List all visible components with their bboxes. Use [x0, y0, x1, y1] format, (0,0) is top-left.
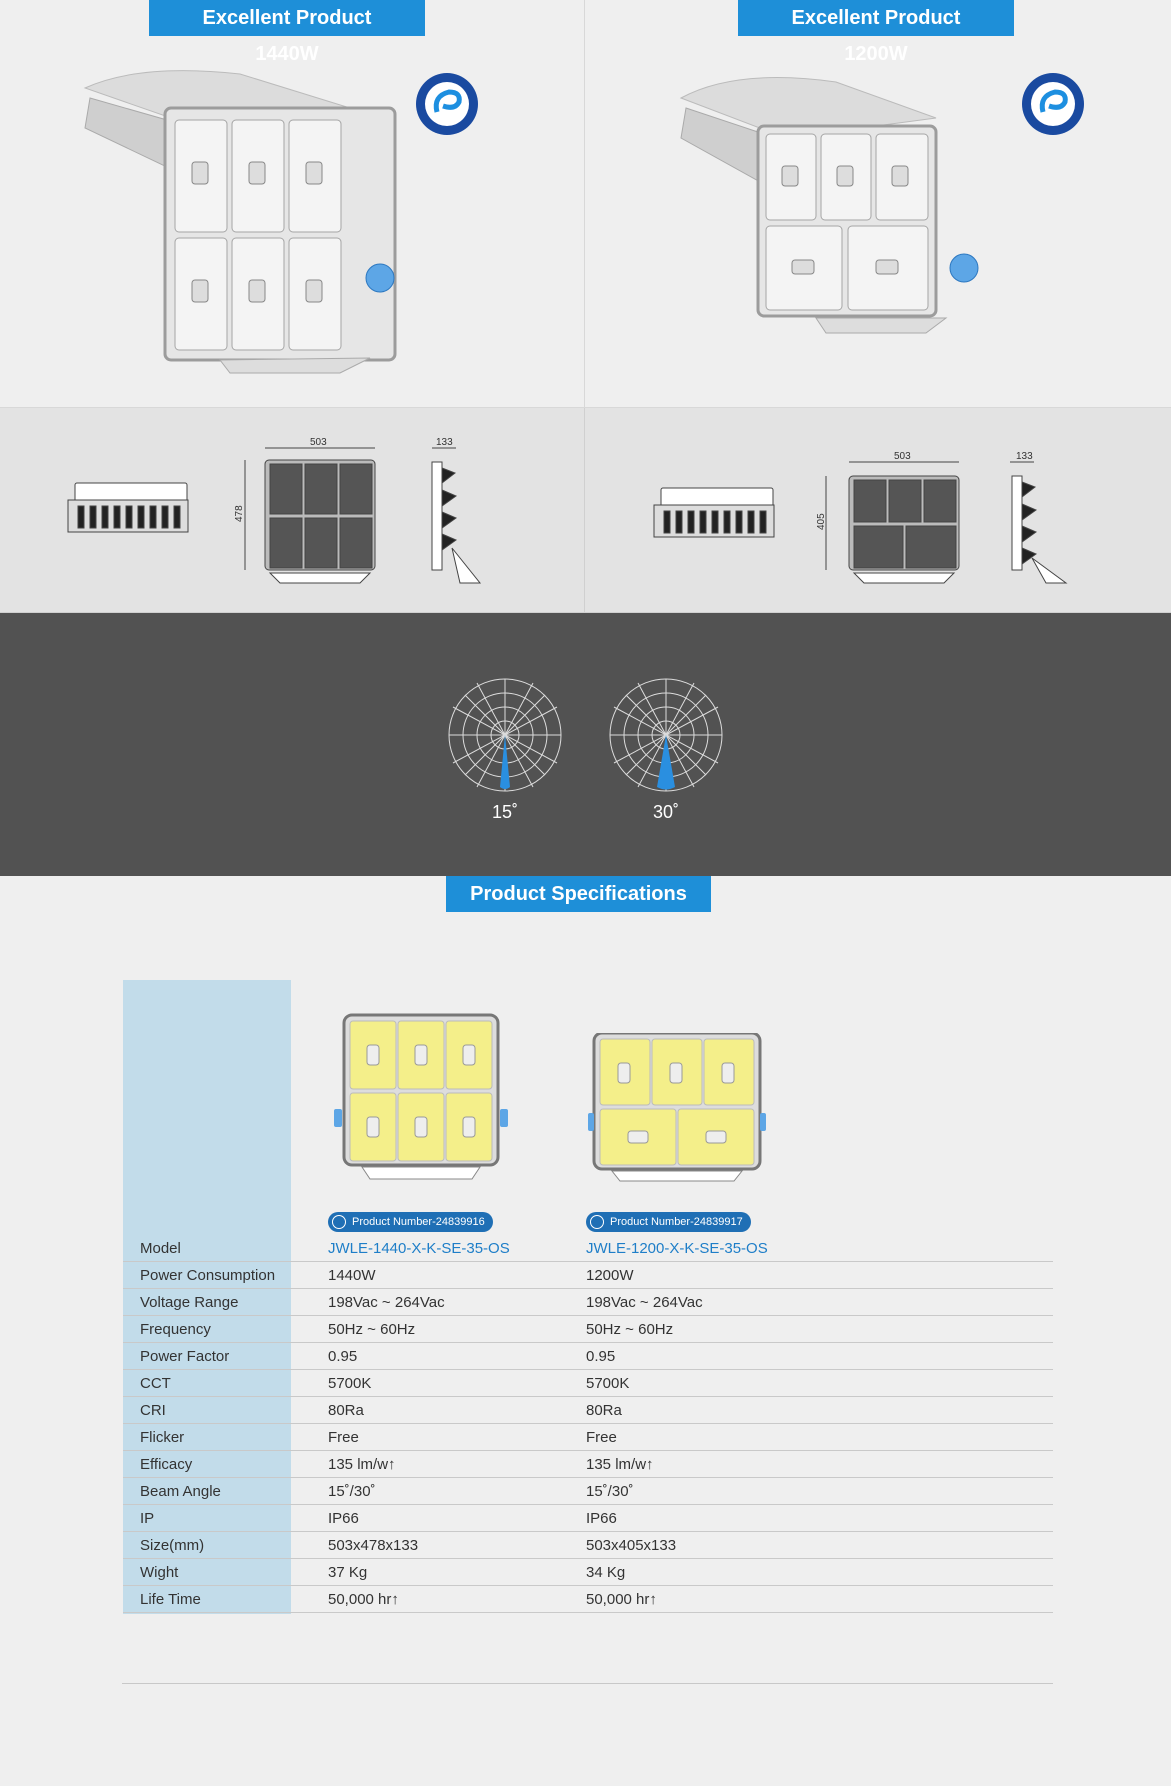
spec-label: Beam Angle: [140, 1483, 221, 1500]
dimension-svg-1200: [586, 408, 1171, 614]
spec-label: CRI: [140, 1402, 166, 1419]
dimension-svg-1440: [0, 408, 585, 614]
spec-value-1200: 503x405x133: [586, 1537, 677, 1554]
product-hero-1200: [586, 0, 1171, 407]
spec-value-1440: 503x478x133: [328, 1537, 419, 1554]
table-row: [123, 1559, 1053, 1586]
spec-label: Life Time: [140, 1591, 201, 1608]
depth-dimension: 133: [1016, 451, 1033, 462]
product-number-badge-1440: [328, 1212, 493, 1232]
spec-value-1200: 198Vac ~ 264Vac: [586, 1294, 703, 1311]
spec-value-1200: 135 lm/w↑: [586, 1456, 654, 1473]
depth-dimension: 133: [436, 437, 453, 448]
spec-table: [123, 1235, 1053, 1613]
floodlight-1440-front-icon: [332, 1013, 510, 1183]
height-dimension: 405: [816, 513, 827, 530]
spec-value-1440: 80Ra: [328, 1402, 364, 1419]
product-hero: [0, 0, 1171, 407]
spec-value-1440: Free: [328, 1429, 359, 1446]
spec-value-1440: 37 Kg: [328, 1564, 368, 1581]
profile-view-drawing: [1010, 462, 1066, 583]
spec-value-1440: 0.95: [328, 1348, 358, 1365]
table-row: [123, 1343, 1053, 1370]
spec-value-1200: IP66: [586, 1510, 617, 1527]
spec-value-1200: 80Ra: [586, 1402, 622, 1419]
table-row: [123, 1505, 1053, 1532]
spec-title: Product Specifications: [446, 876, 711, 912]
front-view-drawing: [826, 462, 959, 583]
spec-value-1200: 50Hz ~ 60Hz: [586, 1321, 674, 1338]
product-number-text: Product Number-24839916: [352, 1216, 485, 1228]
spec-label: Efficacy: [140, 1456, 193, 1473]
polar-diagram-icon: [606, 675, 726, 795]
spec-label: CCT: [140, 1375, 171, 1392]
table-row: [123, 1478, 1053, 1505]
table-row: [123, 1532, 1053, 1559]
spec-value-1440: 198Vac ~ 264Vac: [328, 1294, 445, 1311]
table-row: [123, 1316, 1053, 1343]
excellent-product-certification-icon: [1021, 72, 1085, 136]
certification-mini-icon: [590, 1215, 604, 1229]
spec-value-1200: 1200W: [586, 1267, 634, 1284]
footer-divider: [122, 1683, 1053, 1684]
side-view-drawing: [68, 483, 188, 532]
front-view-drawing: [245, 448, 375, 583]
spec-value-1200: 15˚/30˚: [586, 1483, 634, 1500]
spec-label: Flicker: [140, 1429, 185, 1446]
width-dimension: 503: [310, 437, 327, 448]
beam-angle-30: [606, 675, 726, 823]
dimension-drawing-1200: [586, 408, 1171, 614]
table-row: [123, 1586, 1053, 1613]
spec-value-1440: 15˚/30˚: [328, 1483, 376, 1500]
excellent-product-certification-icon: [415, 72, 479, 136]
dimension-drawing-1440: [0, 408, 585, 614]
polar-diagram-icon: [445, 675, 565, 795]
spec-value-1200: JWLE-1200-X-K-SE-35-OS: [586, 1240, 768, 1257]
spec-label: Voltage Range: [140, 1294, 239, 1311]
certification-mini-icon: [332, 1215, 346, 1229]
height-dimension: 478: [234, 505, 245, 522]
spec-label: Power Factor: [140, 1348, 230, 1365]
spec-value-1440: 1440W: [328, 1267, 376, 1284]
product-hero-1440: [0, 0, 585, 407]
spec-label: IP: [140, 1510, 155, 1527]
product-number-badge-1200: [586, 1212, 751, 1232]
table-row: [123, 1424, 1053, 1451]
product-number-text: Product Number-24839917: [610, 1216, 743, 1228]
spec-label: Wight: [140, 1564, 179, 1581]
spec-label: Power Consumption: [140, 1267, 276, 1284]
spec-label: Frequency: [140, 1321, 211, 1338]
spec-value-1440: 50Hz ~ 60Hz: [328, 1321, 416, 1338]
beam-angle-label: 30˚: [652, 802, 679, 822]
beam-angle-15: [445, 675, 565, 823]
floodlight-1200-front-icon: [588, 1033, 766, 1183]
beam-angle-section: [0, 613, 1171, 876]
floodlight-1440-photo: [80, 68, 420, 378]
spec-value-1440: 5700K: [328, 1375, 372, 1392]
spec-value-1200: 5700K: [586, 1375, 630, 1392]
product-title-1440: Excellent Product 1440W: [149, 0, 425, 36]
table-row: [123, 1370, 1053, 1397]
beam-angle-label: 15˚: [491, 802, 518, 822]
spec-label: Model: [140, 1240, 181, 1257]
spec-value-1200: 34 Kg: [586, 1564, 626, 1581]
table-row: [123, 1397, 1053, 1424]
spec-value-1440: 135 lm/w↑: [328, 1456, 396, 1473]
table-row: [123, 1262, 1053, 1289]
table-row: [123, 1289, 1053, 1316]
spec-value-1200: 50,000 hr↑: [586, 1591, 657, 1608]
spec-value-1200: 0.95: [586, 1348, 616, 1365]
table-row: [123, 1235, 1053, 1262]
spec-value-1440: JWLE-1440-X-K-SE-35-OS: [328, 1240, 510, 1257]
table-row: [123, 1451, 1053, 1478]
width-dimension: 503: [894, 451, 911, 462]
spec-value-1440: 50,000 hr↑: [328, 1591, 399, 1608]
spec-label: Size(mm): [140, 1537, 205, 1554]
spec-value-1440: IP66: [328, 1510, 359, 1527]
side-view-drawing: [654, 488, 774, 537]
product-title-1200: Excellent Product 1200W: [738, 0, 1014, 36]
spec-value-1200: Free: [586, 1429, 617, 1446]
floodlight-1200-photo: [676, 68, 1006, 358]
profile-view-drawing: [432, 448, 480, 583]
dimension-drawings: [0, 407, 1171, 613]
